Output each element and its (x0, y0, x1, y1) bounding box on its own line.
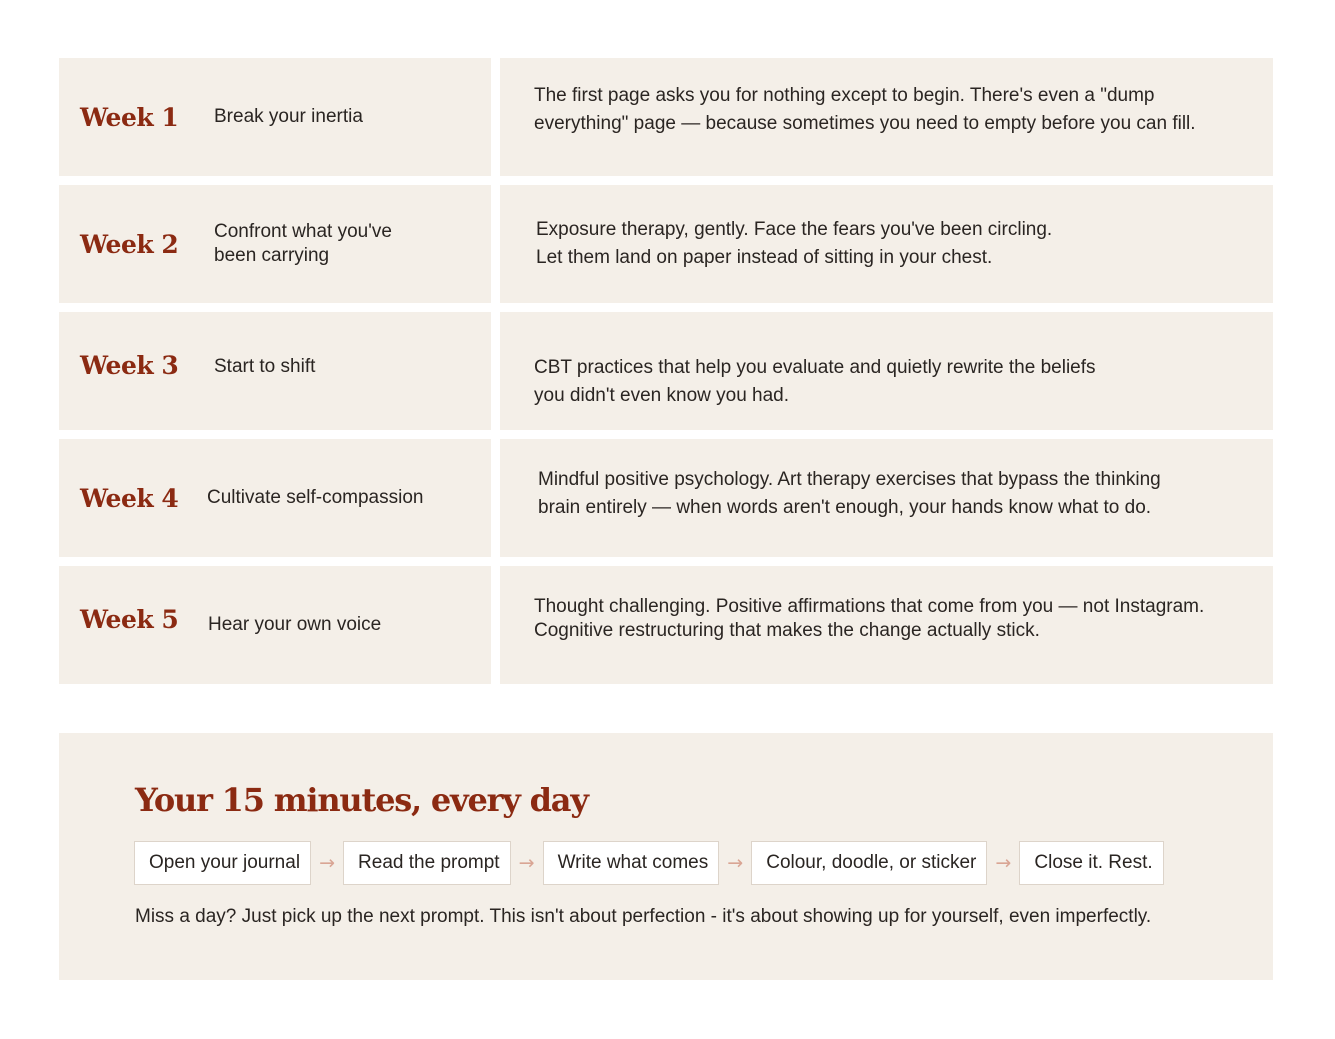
week-number: Week 1 (80, 102, 179, 132)
week-description (534, 51, 1259, 169)
step-write: Write what comes (543, 841, 720, 885)
daily-routine-panel (59, 733, 1273, 980)
week-label-panel (59, 566, 491, 684)
week-description-line: Exposure therapy, gently. Face the fears you've been circling. (536, 219, 1053, 240)
weekly-plan (59, 58, 1273, 693)
week-row (59, 439, 1273, 557)
step-close-rest: Close it. Rest. (1019, 841, 1163, 885)
step-read-prompt: Read the prompt (343, 841, 511, 885)
week-number: Week 4 (80, 483, 179, 513)
week-row (59, 58, 1273, 176)
week-description (536, 185, 1261, 303)
arrow-right-icon: → (518, 852, 535, 874)
week-description-line: The first page asks you for nothing except to begin. There's even a "dump (534, 85, 1155, 106)
week-number: Week 5 (80, 604, 179, 634)
week-number: Week 3 (80, 350, 179, 380)
week-description (534, 560, 1259, 678)
week-description-line: Mindful positive psychology. Art therapy exercises that bypass the thinking (538, 469, 1161, 490)
week-description (538, 435, 1263, 553)
week-theme: Start to shift (214, 356, 316, 377)
arrow-right-icon: → (319, 852, 335, 874)
step-open-journal: Open your journal (134, 841, 311, 885)
daily-routine-note: Miss a day? Just pick up the next prompt. This isn't about perfection - it's about showing up for yourself, even imperfectly. (135, 906, 1152, 927)
week-label-panel (59, 439, 491, 557)
week-row (59, 312, 1273, 430)
week-description-panel (500, 58, 1273, 176)
week-description-line: everything" page — because sometimes you need to empty before you can fill. (534, 113, 1196, 134)
week-theme: Confront what you've been carrying (214, 221, 392, 266)
week-label-panel (59, 185, 491, 303)
arrow-right-icon: → (727, 852, 744, 874)
week-number: Week 2 (80, 229, 179, 259)
week-description-line: you didn't even know you had. (534, 385, 790, 406)
week-theme: Break your inertia (214, 106, 363, 127)
week-description (534, 323, 1259, 441)
week-description-line: Let them land on paper instead of sitting in your chest. (536, 247, 993, 268)
week-description-panel (500, 312, 1273, 430)
step-colour-doodle-sticker: Colour, doodle, or sticker (751, 841, 987, 885)
week-description-panel (500, 439, 1273, 557)
week-label-panel (59, 312, 491, 430)
daily-steps (134, 841, 1164, 885)
week-label-panel (59, 58, 491, 176)
arrow-right-icon: → (995, 852, 1012, 874)
week-description-line: CBT practices that help you evaluate and quietly rewrite the beliefs (534, 357, 1096, 378)
week-description-line: Thought challenging. Positive affirmations that come from you — not Instagram. (534, 596, 1205, 617)
daily-routine-title: Your 15 minutes, every day (135, 781, 588, 819)
week-theme: Hear your own voice (208, 614, 382, 635)
week-theme: Cultivate self-compassion (207, 487, 424, 508)
week-description-panel (500, 566, 1273, 684)
week-row (59, 185, 1273, 303)
week-row (59, 566, 1273, 684)
week-description-panel (500, 185, 1273, 303)
week-description-line: brain entirely — when words aren't enough, your hands know what to do. (538, 497, 1152, 518)
week-description-line: Cognitive restructuring that makes the change actually stick. (534, 620, 1040, 641)
